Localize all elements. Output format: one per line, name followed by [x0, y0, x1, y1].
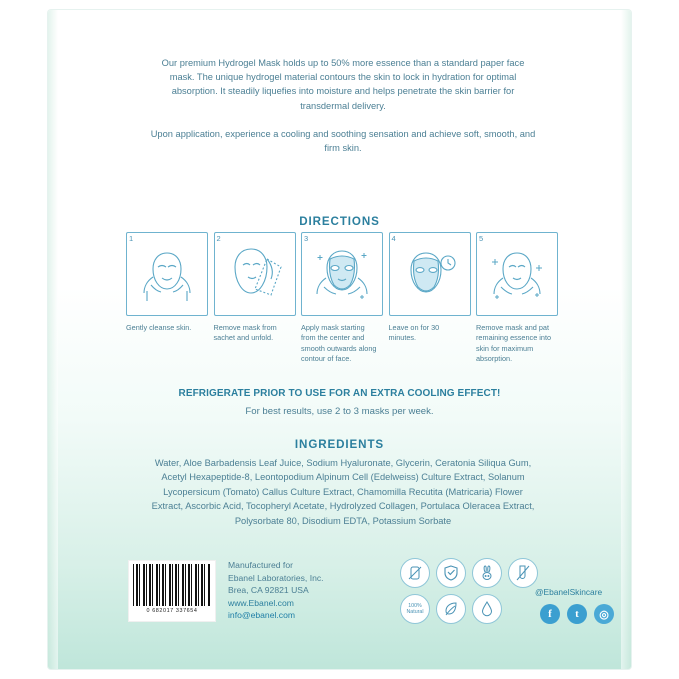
- ingredients-title: INGREDIENTS: [294, 438, 385, 451]
- step-3-number: 3: [304, 234, 309, 243]
- intro-paragraph-1: Our premium Hydrogel Mask holds up to 50% more essence than a standard paper face mask. The unique hydrogel material contours the skin to lock in hydration for optimal absorption. It steadily liquefies into moisture and helps penetrate the skin barrier for transdermal delivery.: [161, 58, 525, 111]
- apply-mask-icon: [302, 233, 382, 315]
- barcode-bars: [133, 564, 211, 606]
- step-2-illustration: [214, 232, 296, 316]
- leave-on-timer-icon: [390, 233, 470, 315]
- product-package-back: [48, 10, 631, 669]
- step-1-number: 1: [129, 234, 134, 243]
- intro-paragraph-2: Upon application, experience a cooling and soothing sensation and achieve soft, smooth, and firm skin.: [150, 128, 536, 154]
- step-1-caption: Gently cleanse skin.: [126, 323, 192, 332]
- twitter-icon[interactable]: t: [567, 604, 587, 624]
- no-parabens-icon: [405, 563, 425, 583]
- no-test-tube-icon: [513, 563, 533, 583]
- step-2-caption: Remove mask from sachet and unfold.: [213, 323, 277, 343]
- pat-essence-icon: [477, 233, 557, 315]
- social-handle: @EbanelSkincare: [535, 587, 603, 597]
- certification-badges: [400, 558, 540, 624]
- no-alcohol-badge: [436, 594, 466, 624]
- direction-step-5: [476, 232, 556, 365]
- step-5-caption: Remove mask and pat remaining essence into skin for maximum absorption.: [476, 323, 552, 364]
- refrigerate-note: REFRIGERATE PRIOR TO USE FOR AN EXTRA COOLING EFFECT!: [178, 388, 501, 399]
- step-2-number: 2: [216, 234, 221, 243]
- facebook-icon[interactable]: f: [540, 604, 560, 624]
- manufacturer-line-1: Manufactured for: [228, 560, 293, 570]
- social-icons: [540, 604, 614, 624]
- 100-percent-natural-badge: [400, 594, 430, 624]
- step-5-illustration: [476, 232, 558, 316]
- 100-percent-natural-label: 100% Natural: [406, 603, 424, 615]
- step-4-number: 4: [391, 234, 396, 243]
- direction-step-4: [389, 232, 469, 365]
- intro-text: [148, 56, 538, 155]
- manufacturer-website[interactable]: www.Ebanel.com: [228, 597, 294, 608]
- direction-step-2: [214, 232, 294, 365]
- step-4-caption: Leave on for 30 minutes.: [388, 323, 440, 343]
- unfold-sachet-icon: [215, 233, 295, 315]
- checkmark-icon: [441, 563, 461, 583]
- instagram-icon[interactable]: ◎: [594, 604, 614, 624]
- ingredients-list: Water, Aloe Barbadensis Leaf Juice, Sodium Hyaluronate, Glycerin, Ceratonia Siliqua Gum, Acetyl Hexapeptide-8, Leontopodium Alpinum Cell (Edelweiss) Culture Extract, Solanum Lycopersicum (Tomato) Callus Culture Extract, Chamomilla Recutita (Matricaria) Flower Extract, Ascorbic Acid, Tocopheryl Acetate, Hydrolyzed Collagen, Portulaca Oleracea Extract, Polysorbate 80, Disodium EDTA, Potassium Sorbate: [151, 458, 535, 526]
- step-1-illustration: [126, 232, 208, 316]
- no-animal-testing-badge: [508, 558, 538, 588]
- direction-step-3: [301, 232, 381, 365]
- step-4-illustration: [389, 232, 471, 316]
- manufacturer-line-2: Ebanel Laboratories, Inc.: [228, 572, 324, 583]
- directions-title: DIRECTIONS: [299, 215, 380, 228]
- cruelty-free-badge: [472, 558, 502, 588]
- direction-step-1: [126, 232, 206, 365]
- directions-steps: [126, 232, 556, 365]
- hydrating-badge: [472, 594, 502, 624]
- barcode: [128, 560, 216, 622]
- rabbit-icon: [477, 563, 497, 583]
- cleanse-face-icon: [127, 233, 207, 315]
- dermatologist-tested-badge: [436, 558, 466, 588]
- manufacturer-line-3: Brea, CA 92821 USA: [228, 585, 309, 596]
- water-drop-icon: [477, 599, 497, 619]
- leaf-icon: [441, 599, 461, 619]
- barcode-number: 0 682017 337654: [146, 608, 198, 614]
- manufacturer-info: [228, 559, 324, 622]
- no-parabens-badge: [400, 558, 430, 588]
- step-3-caption: Apply mask starting from the center and smooth outwards along contour of face.: [301, 323, 377, 364]
- step-3-illustration: [301, 232, 383, 316]
- manufacturer-email[interactable]: info@ebanel.com: [228, 610, 296, 621]
- step-5-number: 5: [479, 234, 484, 243]
- best-results-note: For best results, use 2 to 3 masks per week.: [245, 406, 434, 417]
